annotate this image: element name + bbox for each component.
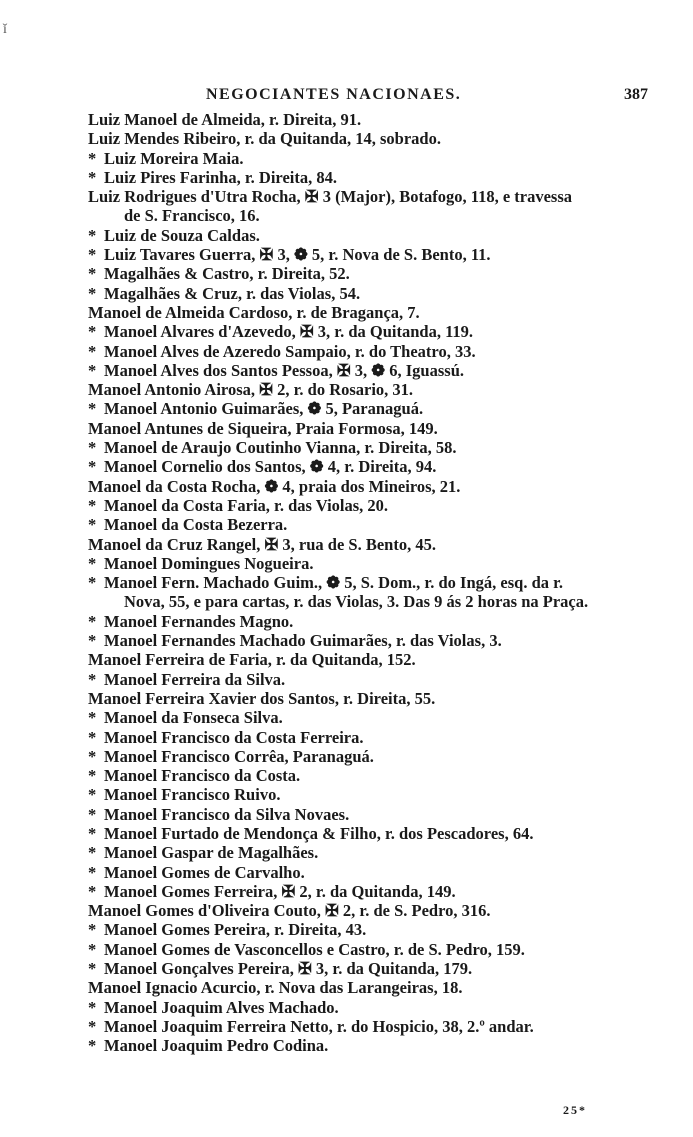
entry-text: Manoel da Costa Rocha, ❁ 4, praia dos Mineiros, 21. [88,476,461,496]
entry-text: Manoel Gomes Ferreira, ✠ 2, r. da Quitanda, 149. [104,881,456,901]
entry-text: Manoel Gonçalves Pereira, ✠ 3, r. da Quitanda, 179. [104,959,473,979]
asterisk-marker: * [88,553,97,573]
entry-text: Manoel da Costa Bezerra. [104,515,288,535]
entry-text: Manoel Cornelio dos Santos, ❁ 4, r. Direita, 94. [104,457,437,477]
directory-entry [88,631,658,650]
directory-list [88,110,658,1056]
entry-text: Manoel Joaquim Ferreira Netto, r. do Hospicio, 38, 2.º andar. [104,1016,534,1036]
directory-entry [88,168,658,187]
entry-text: Manoel Ferreira de Faria, r. da Quitanda, 152. [88,650,416,670]
directory-entry [88,1036,658,1055]
entry-text: Manoel de Araujo Coutinho Vianna, r. Direita, 58. [104,438,457,458]
asterisk-marker: * [88,843,97,863]
directory-entry [88,650,658,669]
directory-entry [88,361,658,380]
directory-entry [88,380,658,399]
entry-text: Manoel Francisco da Costa Ferreira. [104,727,364,747]
entry-text: Magalhães & Castro, r. Direita, 52. [104,264,350,284]
entry-text: Manoel de Almeida Cardoso, r. de Bragança, 7. [88,302,420,322]
page-number: 387 [624,86,648,103]
asterisk-marker: * [88,495,97,515]
asterisk-marker: * [88,399,97,419]
asterisk-marker: * [88,167,97,187]
asterisk-marker: * [88,225,97,245]
directory-entry [88,264,658,283]
directory-entry [88,978,658,997]
entry-text: Manoel Gomes de Vasconcellos e Castro, r. de S. Pedro, 159. [104,939,525,959]
directory-entry [88,554,658,573]
directory-entry [88,863,658,882]
entry-text: Manoel Francisco Ruivo. [104,785,281,805]
asterisk-marker: * [88,959,97,979]
directory-entry [88,901,658,920]
entry-text: Manoel Ferreira Xavier dos Santos, r. Direita, 55. [88,688,436,708]
asterisk-marker: * [88,669,97,689]
entry-text: Luiz Manoel de Almeida, r. Direita, 91. [88,110,362,129]
asterisk-marker: * [88,1036,97,1056]
directory-entry [88,882,658,901]
directory-entry [88,728,658,747]
entry-text: Manoel Alves de Azeredo Sampaio, r. do Theatro, 33. [104,341,476,361]
asterisk-marker: * [88,283,97,303]
asterisk-marker: * [88,920,97,940]
asterisk-marker: * [88,515,97,535]
directory-entry [88,303,658,322]
entry-text: Manoel Furtado de Mendonça & Filho, r. dos Pescadores, 64. [104,823,534,843]
entry-text: Manoel Gomes Pereira, r. Direita, 43. [104,920,367,940]
asterisk-marker: * [88,727,97,747]
asterisk-marker: * [88,881,97,901]
entry-text: Manoel Gomes de Carvalho. [104,862,305,882]
entry-text: Manoel Domingues Nogueira. [104,553,314,573]
asterisk-marker: * [88,939,97,959]
asterisk-marker: * [88,862,97,882]
directory-entry [88,824,658,843]
directory-entry [88,284,658,303]
entry-text: Manoel Francisco da Silva Novaes. [104,804,350,824]
directory-entry [88,419,658,438]
directory-entry [88,322,658,341]
entry-text: Luiz Rodrigues d'Utra Rocha, ✠ 3 (Major), Botafogo, 118, e travessa [88,187,573,207]
entry-text: Manoel Antonio Airosa, ✠ 2, r. do Rosario, 31. [88,380,414,400]
asterisk-marker: * [88,322,97,342]
entry-text: Manoel Fern. Machado Guim., ❁ 5, S. Dom., r. do Ingá, esq. da r. [104,573,564,593]
asterisk-marker: * [88,746,97,766]
entry-continuation [88,592,658,611]
directory-entry [88,940,658,959]
entry-text: Manoel Gaspar de Magalhães. [104,843,319,863]
directory-entry [88,1017,658,1036]
asterisk-marker: * [88,341,97,361]
entry-text: Nova, 55, e para cartas, r. das Violas, 3. Das 9 ás 2 horas na Praça. [124,592,589,612]
directory-entry [88,766,658,785]
asterisk-marker: * [88,360,97,380]
page-header [88,86,648,108]
entry-text: Manoel Antunes de Siqueira, Praia Formosa, 149. [88,418,438,438]
asterisk-marker: * [88,804,97,824]
entry-text: Manoel Joaquim Pedro Codina. [104,1036,329,1056]
entry-text: Manoel Gomes d'Oliveira Couto, ✠ 2, r. de S. Pedro, 316. [88,901,491,921]
asterisk-marker: * [88,766,97,786]
page-title: NEGOCIANTES NACIONAES. [206,86,462,103]
asterisk-marker: * [88,148,97,168]
directory-entry [88,612,658,631]
directory-entry [88,535,658,554]
directory-entry [88,129,658,148]
entry-text: Manoel Joaquim Alves Machado. [104,997,339,1017]
asterisk-marker: * [88,573,97,593]
asterisk-marker: * [88,785,97,805]
directory-entry [88,245,658,264]
entry-text: Manoel Fernandes Magno. [104,611,294,631]
directory-entry [88,438,658,457]
directory-entry [88,573,658,592]
entry-text: de S. Francisco, 16. [124,206,260,226]
asterisk-marker: * [88,264,97,284]
directory-entry [88,110,658,129]
entry-text: Manoel da Cruz Rangel, ✠ 3, rua de S. Bento, 45. [88,534,436,554]
directory-entry [88,920,658,939]
entry-text: Manoel Alvares d'Azevedo, ✠ 3, r. da Quitanda, 119. [104,322,474,342]
asterisk-marker: * [88,708,97,728]
asterisk-marker: * [88,611,97,631]
entry-text: Luiz Moreira Maia. [104,148,244,168]
entry-text: Manoel da Fonseca Silva. [104,708,283,728]
entry-text: Manoel Francisco da Costa. [104,766,301,786]
directory-entry [88,496,658,515]
directory-entry [88,187,658,206]
directory-entry [88,959,658,978]
asterisk-marker: * [88,631,97,651]
entry-text: Manoel Antonio Guimarães, ❁ 5, Paranaguá. [104,399,424,419]
directory-entry [88,342,658,361]
asterisk-marker: * [88,438,97,458]
directory-entry [88,477,658,496]
entry-text: Manoel Ferreira da Silva. [104,669,286,689]
directory-entry [88,670,658,689]
entry-text: Luiz Tavares Guerra, ✠ 3, ❁ 5, r. Nova de S. Bento, 11. [104,245,491,265]
asterisk-marker: * [88,823,97,843]
entry-text: Manoel Alves dos Santos Pessoa, ✠ 3, ❁ 6, Iguassú. [104,360,464,380]
entry-text: Manoel da Costa Faria, r. das Violas, 20. [104,495,389,515]
directory-entry [88,785,658,804]
entry-text: Manoel Fernandes Machado Guimarães, r. das Violas, 3. [104,631,502,651]
directory-entry [88,689,658,708]
directory-entry [88,226,658,245]
entry-text: Manoel Ignacio Acurcio, r. Nova das Larangeiras, 18. [88,978,463,998]
asterisk-marker: * [88,245,97,265]
directory-entry [88,708,658,727]
entry-text: Manoel Francisco Corrêa, Paranaguá. [104,746,374,766]
entry-text: Magalhães & Cruz, r. das Violas, 54. [104,283,361,303]
entry-text: Luiz de Souza Caldas. [104,225,260,245]
directory-entry [88,399,658,418]
entry-text: Luiz Mendes Ribeiro, r. da Quitanda, 14, sobrado. [88,129,441,149]
asterisk-marker: * [88,1016,97,1036]
directory-entry [88,843,658,862]
entry-text: Luiz Pires Farinha, r. Direita, 84. [104,167,337,187]
directory-entry [88,998,658,1017]
scan-margin-mark: ǐ [3,22,7,37]
directory-entry [88,747,658,766]
directory-entry [88,149,658,168]
signature-mark: 25* [563,1103,587,1117]
entry-continuation [88,206,658,225]
directory-entry [88,805,658,824]
asterisk-marker: * [88,997,97,1017]
directory-entry [88,515,658,534]
directory-entry [88,457,658,476]
asterisk-marker: * [88,457,97,477]
